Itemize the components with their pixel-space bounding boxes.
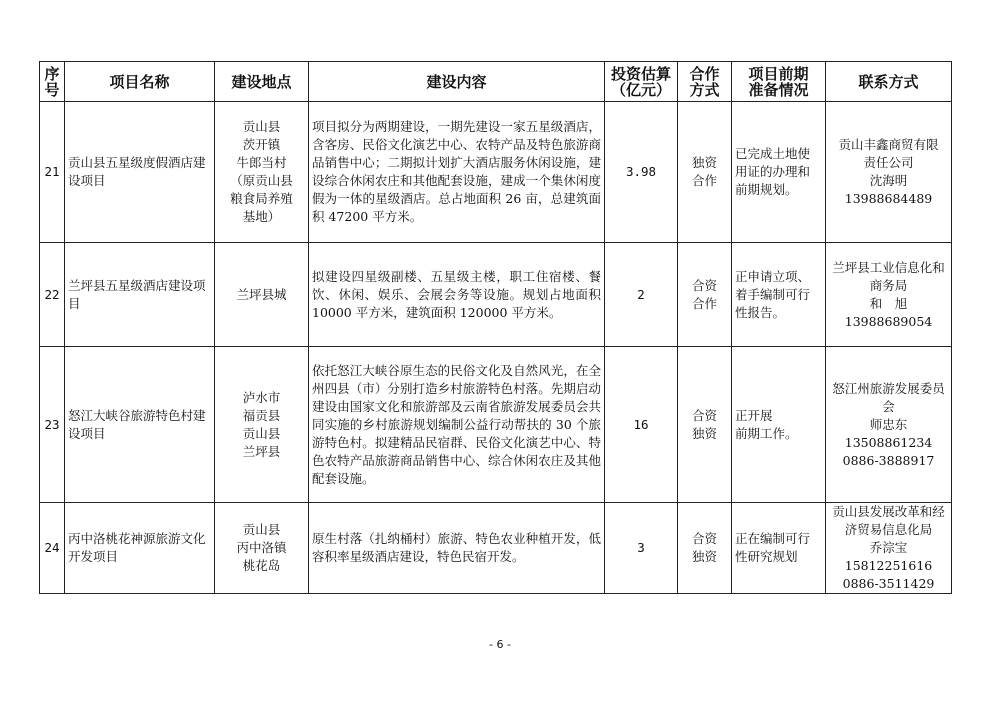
cell-location: 泸水市 福贡县 贡山县 兰坪县 (215, 347, 309, 503)
table-row (40, 347, 952, 503)
cell-seq: 22 (40, 243, 65, 347)
table-row (40, 503, 952, 594)
cell-mode: 合资 独资 (678, 347, 732, 503)
cell-location: 兰坪县城 (215, 243, 309, 347)
cell-seq: 21 (40, 102, 65, 243)
header-location: 建设地点 (215, 62, 309, 102)
cell-contact: 贡山县发展改革和经济贸易信息化局 乔淙宝 15812251616 0886-3511429 (826, 503, 952, 594)
cell-name: 贡山县五星级度假酒店建设项目 (65, 102, 215, 243)
table-row (40, 243, 952, 347)
cell-name: 丙中洛桃花神源旅游文化开发项目 (65, 503, 215, 594)
cell-seq: 23 (40, 347, 65, 503)
cell-mode: 合资 独资 (678, 503, 732, 594)
header-seq: 序 号 (40, 62, 65, 102)
cell-investment: 16 (605, 347, 678, 503)
header-content: 建设内容 (309, 62, 605, 102)
cell-name: 兰坪县五星级酒店建设项目 (65, 243, 215, 347)
project-table (39, 61, 952, 594)
cell-contact: 兰坪县工业信息化和 商务局 和 旭 13988689054 (826, 243, 952, 347)
cell-prep: 正在编制可行性研究规划 (732, 503, 826, 594)
table-row (40, 102, 952, 243)
cell-investment: 2 (605, 243, 678, 347)
cell-content: 项目拟分为两期建设，一期先建设一家五星级酒店，含客房、民俗文化演艺中心、农特产品及特色旅游商品销售中心；二期拟计划扩大酒店服务休闲设施，建设综合休闲农庄和其他配套设施，建成一个集休闲度假为一体的星级酒店。总占地面积 26 亩，总建筑面积 47200 平方米。 (309, 102, 605, 243)
header-investment: 投资估算 （亿元） (605, 62, 678, 102)
header-prep: 项目前期 准备情况 (732, 62, 826, 102)
cell-content: 拟建设四星级副楼、五星级主楼，职工住宿楼、餐饮、休闲、娱乐、会展会务等设施。规划占地面积 10000 平方米，建筑面积 120000 平方米。 (309, 243, 605, 347)
header-contact: 联系方式 (826, 62, 952, 102)
cell-content: 原生村落（扎纳桶村）旅游、特色农业种植开发，低容积率星级酒店建设，特色民宿开发。 (309, 503, 605, 594)
page-number: - 6 - (489, 638, 511, 651)
cell-prep: 正申请立项、着手编制可行性报告。 (732, 243, 826, 347)
cell-name: 怒江大峡谷旅游特色村建设项目 (65, 347, 215, 503)
cell-location: 贡山县 茨开镇 牛郎当村 （原贡山县 粮食局养殖 基地） (215, 102, 309, 243)
cell-investment: 3 (605, 503, 678, 594)
cell-content: 依托怒江大峡谷原生态的民俗文化及自然风光，在全州四县（市）分别打造乡村旅游特色村落。先期启动建设由国家文化和旅游部及云南省旅游发展委员会共同实施的乡村旅游规划编制公益行动帮扶的 30 个旅游特色村。拟建精品民宿群、民俗文化演艺中心、特色农特产品旅游商品销售中心、综合休闲农庄及其他配套设施。 (309, 347, 605, 503)
cell-seq: 24 (40, 503, 65, 594)
cell-mode: 独资 合作 (678, 102, 732, 243)
cell-contact: 贡山丰鑫商贸有限 责任公司 沈海明 13988684489 (826, 102, 952, 243)
cell-prep: 正开展 前期工作。 (732, 347, 826, 503)
header-mode: 合作 方式 (678, 62, 732, 102)
cell-investment: 3.98 (605, 102, 678, 243)
cell-prep: 已完成土地使用证的办理和前期规划。 (732, 102, 826, 243)
cell-mode: 合资 合作 (678, 243, 732, 347)
cell-contact: 怒江州旅游发展委员会 师忠东 13508861234 0886-3888917 (826, 347, 952, 503)
cell-location: 贡山县 丙中洛镇 桃花岛 (215, 503, 309, 594)
header-name: 项目名称 (65, 62, 215, 102)
header-row (40, 62, 952, 102)
